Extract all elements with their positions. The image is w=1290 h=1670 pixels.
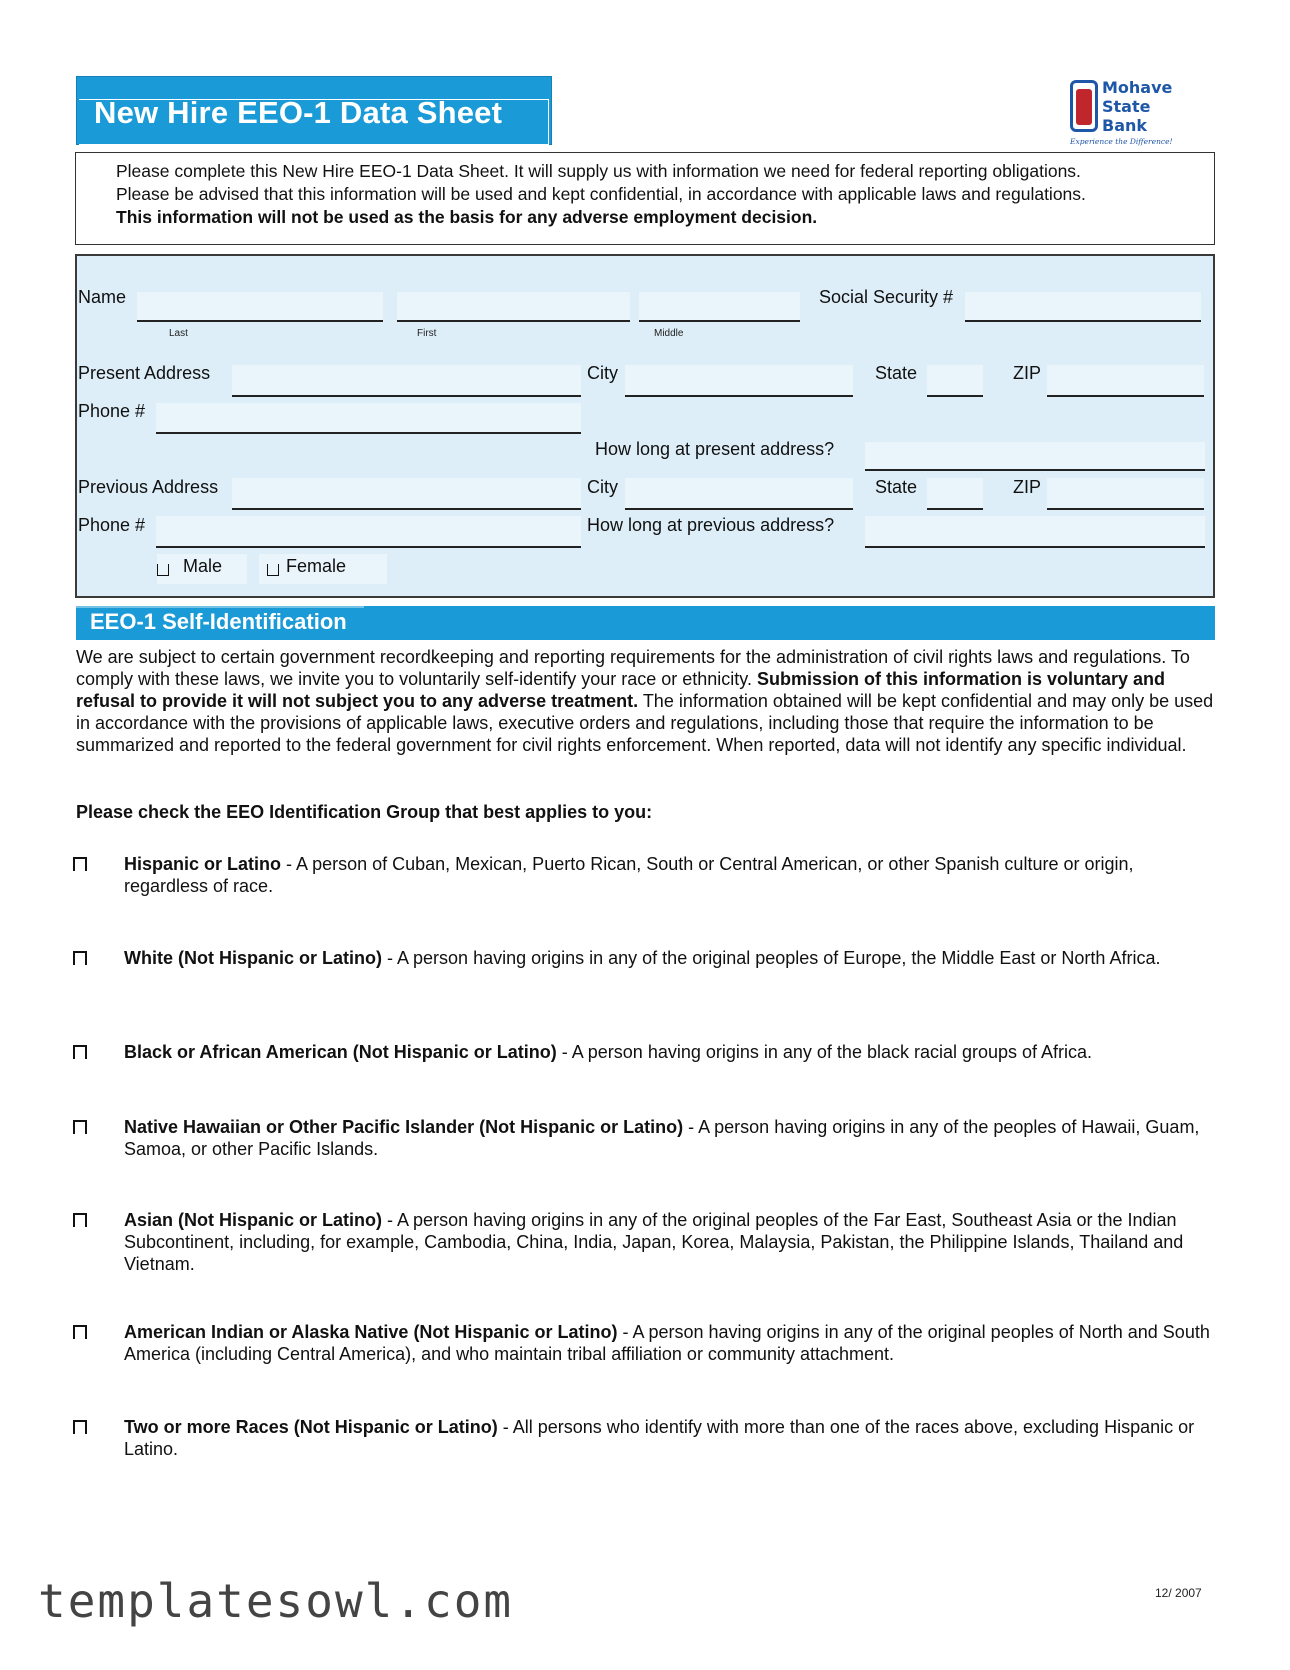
how-long-previous-label: How long at previous address?: [587, 515, 835, 535]
page-title: New Hire EEO-1 Data Sheet: [94, 95, 503, 130]
revision-date: 12/ 2007: [1155, 1586, 1202, 1600]
previous-city-label: City: [587, 477, 618, 497]
female-label: Female: [286, 556, 347, 576]
group-american-indian: [124, 1321, 1214, 1365]
intro-box: [75, 152, 1215, 245]
group-name: Native Hawaiian or Other Pacific Islander (Not Hispanic or Latino): [124, 1117, 684, 1137]
previous-phone-label: Phone #: [78, 515, 146, 535]
present-zip-label: ZIP: [1013, 363, 1042, 383]
group-desc: - A person having origins in any of the original peoples of the Far East, Southeast Asia or the Indian Subcontinent, including, for example, Cambodia, China, India, Japan, Korea, Malaysia, Pakistan, the Philippine Islands, Thailand and Vietnam.: [124, 1210, 1184, 1274]
present-city-field[interactable]: [625, 365, 853, 397]
group-name: Asian (Not Hispanic or Latino): [124, 1210, 383, 1230]
group-name: Two or more Races (Not Hispanic or Latino): [124, 1417, 498, 1437]
bank-logo: [1070, 78, 1173, 148]
last-name-field[interactable]: [137, 292, 383, 322]
group-white: [124, 947, 1214, 969]
middle-sublabel: Middle: [654, 328, 684, 339]
female-option[interactable]: [259, 554, 387, 584]
ssn-label: Social Security #: [819, 287, 954, 307]
group-name: American Indian or Alaska Native (Not Hispanic or Latino): [124, 1322, 618, 1342]
group-name: White (Not Hispanic or Latino): [124, 948, 382, 968]
eeo-section-header: [76, 606, 1215, 640]
previous-phone-field[interactable]: [156, 516, 581, 548]
group-black: [124, 1041, 1214, 1063]
section-paragraph: [76, 646, 1216, 756]
group-desc: - A person having origins in any of the original peoples of North and South America (including Central America), and who maintain tribal affiliation or community attachment.: [124, 1322, 1210, 1364]
last-sublabel: Last: [169, 328, 188, 339]
female-checkbox[interactable]: [267, 564, 279, 576]
para-bold-text: Submission of this information is voluntary and refusal to provide it will not subject you to any adverse treatment.: [76, 669, 1166, 711]
present-phone-field[interactable]: [156, 403, 581, 434]
intro-line-2: Please be advised that this information will be used and kept confidential, in accordance with applicable laws and regulations.: [116, 184, 1086, 204]
logo-line-1: Mohave: [1102, 78, 1173, 97]
first-name-field[interactable]: [397, 292, 630, 322]
group-pacific-islander: [124, 1116, 1214, 1160]
group-name: Black or African American (Not Hispanic or Latino): [124, 1042, 557, 1062]
present-city-label: City: [587, 363, 618, 383]
title-banner: [76, 76, 552, 145]
previous-address-label: Previous Address: [78, 477, 219, 497]
group-two-or-more: [124, 1416, 1214, 1460]
present-state-label: State: [875, 363, 918, 383]
present-zip-field[interactable]: [1047, 365, 1204, 397]
logo-line-3: Bank: [1102, 116, 1148, 135]
previous-zip-field[interactable]: [1047, 478, 1204, 510]
male-option[interactable]: [157, 554, 247, 584]
present-address-field[interactable]: [232, 365, 581, 397]
para-text-1: We are subject to certain government recordkeeping and reporting requirements for the administration of civil rights laws and regulations. To comply with these laws, we invite you to voluntarily self-identify your race or ethnicity.: [76, 647, 1190, 689]
personal-info-form: [75, 254, 1215, 598]
previous-state-label: State: [875, 477, 918, 497]
group-desc: - A person having origins in any of the original peoples of Europe, the Middle East or North Africa.: [387, 948, 1161, 968]
group-desc: - All persons who identify with more than one of the races above, excluding Hispanic or Latino.: [124, 1417, 1195, 1459]
how-long-present-label: How long at present address?: [595, 439, 835, 459]
first-sublabel: First: [417, 328, 437, 339]
white-checkbox[interactable]: [73, 951, 87, 965]
group-hispanic: [124, 853, 1214, 897]
previous-address-field[interactable]: [232, 478, 581, 510]
male-label: Male: [183, 556, 223, 576]
american-indian-checkbox[interactable]: [73, 1325, 87, 1339]
previous-state-field[interactable]: [927, 478, 983, 510]
ssn-field[interactable]: [965, 292, 1201, 322]
black-checkbox[interactable]: [73, 1045, 87, 1059]
two-or-more-checkbox[interactable]: [73, 1420, 87, 1434]
logo-line-2: State: [1102, 97, 1151, 116]
how-long-previous-field[interactable]: [865, 516, 1205, 548]
previous-city-field[interactable]: [625, 478, 853, 510]
para-text-2: The information obtained will be kept confidential and may only be used in accordance with the provisions of applicable laws, executive orders and regulations, including those that require the information to be summarized and reported to the federal government for civil rights enforcement. When reported, data will not identify any specific individual.: [76, 691, 1214, 755]
name-label: Name: [78, 287, 127, 307]
group-name: Hispanic or Latino: [124, 854, 282, 874]
intro-line-3: This information will not be used as the basis for any adverse employment decision.: [116, 207, 818, 227]
section-title: EEO-1 Self-Identification: [90, 609, 347, 634]
asian-checkbox[interactable]: [73, 1213, 87, 1227]
watermark: templatesowl.com: [38, 1574, 514, 1628]
present-state-field[interactable]: [927, 365, 983, 397]
male-checkbox[interactable]: [157, 564, 169, 576]
logo-mark-icon: [1070, 80, 1098, 132]
present-phone-label: Phone #: [78, 401, 146, 421]
group-desc: - A person having origins in any of the black racial groups of Africa.: [561, 1042, 1093, 1062]
present-address-label: Present Address: [78, 363, 211, 383]
group-asian: [124, 1209, 1214, 1275]
group-prompt: Please check the EEO Identification Group that best applies to you:: [76, 802, 653, 822]
logo-tagline: Experience the Difference!: [1070, 137, 1173, 146]
previous-zip-label: ZIP: [1013, 477, 1042, 497]
group-desc: - A person of Cuban, Mexican, Puerto Rican, South or Central American, or other Spanish culture or origin, regardless of race.: [124, 854, 1134, 896]
middle-name-field[interactable]: [639, 292, 800, 322]
hispanic-checkbox[interactable]: [73, 857, 87, 871]
pacific-islander-checkbox[interactable]: [73, 1120, 87, 1134]
how-long-present-field[interactable]: [865, 442, 1205, 471]
intro-line-1: Please complete this New Hire EEO-1 Data Sheet. It will supply us with information we need for federal reporting obligations.: [116, 161, 1081, 181]
group-desc: - A person having origins in any of the peoples of Hawaii, Guam, Samoa, or other Pacific Islands.: [124, 1117, 1200, 1159]
